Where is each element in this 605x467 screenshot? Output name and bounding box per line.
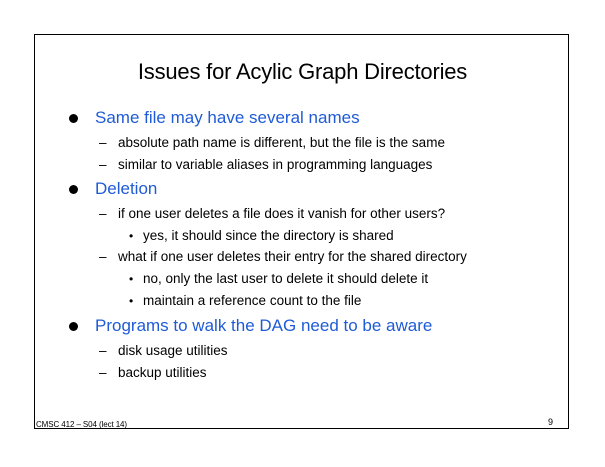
sub-sub-item: [129, 270, 429, 288]
sub-item: [99, 134, 445, 152]
dash-icon: –: [99, 157, 107, 172]
sub-item-text: absolute path name is different, but the file is the same: [118, 135, 445, 150]
slide-title: Issues for Acylic Graph Directories: [137, 59, 468, 84]
sub-item: [99, 156, 433, 174]
bullet-item: [95, 178, 157, 200]
dash-icon: –: [99, 343, 107, 358]
sub-sub-item-text: no, only the last user to delete it should delete it: [143, 271, 429, 286]
sub-item: [99, 205, 446, 223]
sub-sub-item: [129, 292, 362, 310]
dash-icon: –: [99, 135, 107, 150]
sub-item: [99, 248, 467, 266]
sub-sub-item-text: yes, it should since the directory is shared: [143, 228, 394, 243]
sub-item-text: if one user deletes a file does it vanish for other users?: [118, 206, 446, 221]
small-bullet-icon: •: [129, 272, 134, 286]
dash-icon: –: [99, 365, 107, 380]
sub-sub-item-text: maintain a reference count to the file: [143, 293, 362, 308]
bullet-text: Deletion: [95, 179, 158, 198]
sub-item-text: what if one user deletes their entry for the shared directory: [118, 249, 467, 264]
bullet-text: Same file may have several names: [95, 108, 360, 127]
footer-course-label: CMSC 412 – S04 (lect 14): [36, 420, 127, 429]
bullet-item: [95, 107, 360, 129]
bullet-dot-icon: [69, 114, 78, 123]
sub-item: [99, 364, 207, 382]
bullet-dot-icon: [69, 322, 78, 331]
dash-icon: –: [99, 206, 107, 221]
sub-item-text: similar to variable aliases in programming languages: [118, 157, 433, 172]
bullet-text: Programs to walk the DAG need to be aware: [95, 316, 433, 335]
small-bullet-icon: •: [129, 229, 134, 243]
small-bullet-icon: •: [129, 294, 134, 308]
dash-icon: –: [99, 249, 107, 264]
sub-item-text: disk usage utilities: [118, 343, 228, 358]
bullet-dot-icon: [69, 185, 78, 194]
bullet-item: [95, 315, 432, 337]
sub-item: [99, 342, 228, 360]
page-number: 9: [548, 417, 554, 427]
sub-item-text: backup utilities: [118, 365, 207, 380]
sub-sub-item: [129, 227, 394, 245]
